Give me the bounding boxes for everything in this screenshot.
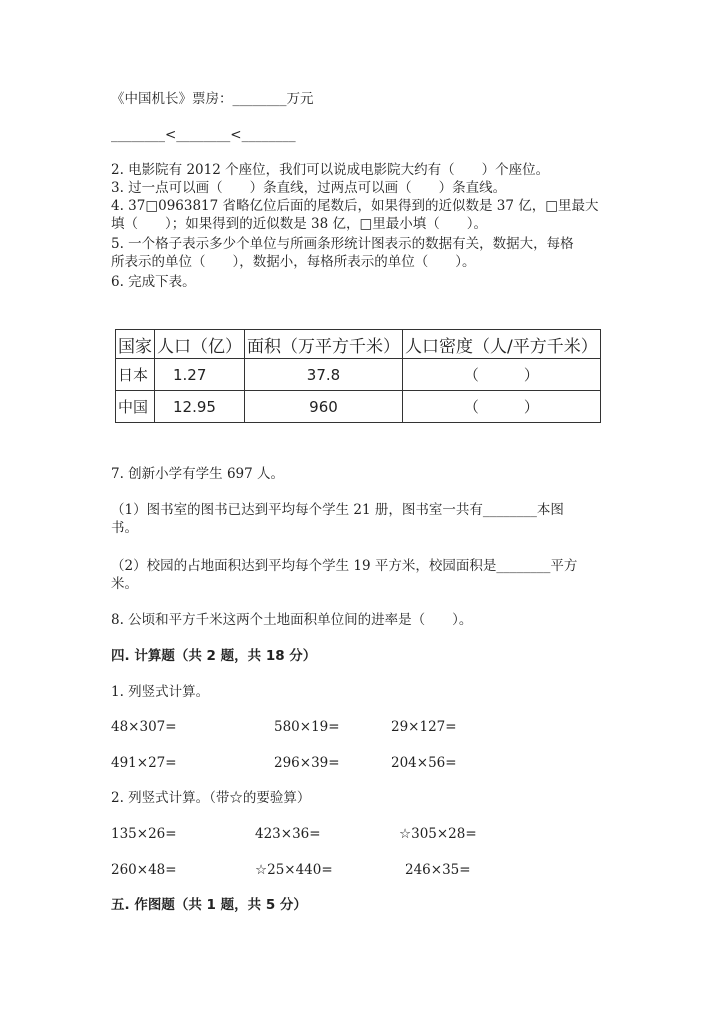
order-fill-line: ________<________<________ [111,127,296,143]
cell-country: 日本 [116,359,155,391]
box-office-fill-line: 《中国机长》票房：________万元 [111,91,314,107]
section-4-heading: 四. 计算题（共 2 题，共 18 分） [111,648,317,664]
question-4-line-2: 填（ ）；如果得到的近似数是 38 亿，□里最小填（ ）。 [111,216,488,232]
header-population: 人口（亿） [155,330,245,359]
calc-problem: 204×56= [391,755,457,771]
question-6: 6. 完成下表。 [111,274,196,290]
question-7-2-line-1: （2）校园的占地面积达到平均每个学生 19 平方米，校园面积是________平方 [111,558,578,574]
calc-2-title: 2. 列竖式计算。（带☆的要验算） [111,790,311,806]
cell-area: 960 [245,391,403,423]
cell-density-blank[interactable]: （ ） [403,391,601,423]
calc-problem: ☆305×28= [399,826,477,842]
question-7-2-line-2: 米。 [111,576,138,592]
header-density: 人口密度（人/平方千米） [403,330,601,359]
header-area: 面积（万平方千米） [245,330,403,359]
question-7: 7. 创新小学有学生 697 人。 [111,466,285,482]
cell-population: 12.95 [155,391,245,423]
table-row [116,391,601,423]
cell-population: 1.27 [155,359,245,391]
question-3: 3. 过一点可以画（ ）条直线，过两点可以画（ ）条直线。 [111,180,507,196]
cell-area: 37.8 [245,359,403,391]
table-header-row [116,330,601,359]
calc-problem: ☆25×440= [255,862,333,878]
question-7-1-line-1: （1）图书室的图书已达到平均每个学生 21 册，图书室一共有________本图 [111,502,564,518]
calc-problem: 491×27= [111,755,177,771]
calc-problem: 296×39= [274,755,340,771]
population-density-table [115,329,601,423]
calc-problem: 29×127= [391,719,457,735]
calc-problem: 246×35= [405,862,471,878]
cell-country: 中国 [116,391,155,423]
question-4-line-1: 4. 37□0963817 省略亿位后面的尾数后，如果得到的近似数是 37 亿，□里最大 [111,198,599,214]
question-2: 2. 电影院有 2012 个座位，我们可以说成电影院大约有（ ）个座位。 [111,162,550,178]
calc-problem: 580×19= [274,719,340,735]
calc-problem: 423×36= [255,826,321,842]
calc-problem: 135×26= [111,826,177,842]
question-7-1-line-2: 书。 [111,520,138,536]
header-country: 国家 [116,330,155,359]
calc-problem: 260×48= [111,862,177,878]
question-8: 8. 公顷和平方千米这两个土地面积单位间的进率是（ ）。 [111,612,473,628]
question-5-line-1: 5. 一个格子表示多少个单位与所画条形统计图表示的数据有关，数据大，每格 [111,236,574,252]
calc-1-title: 1. 列竖式计算。 [111,684,210,700]
calc-problem: 48×307= [111,719,177,735]
question-5-line-2: 所表示的单位（ ），数据小，每格所表示的单位（ ）。 [111,254,476,270]
table-row [116,359,601,391]
section-5-heading: 五. 作图题（共 1 题，共 5 分） [111,897,307,913]
cell-density-blank[interactable]: （ ） [403,359,601,391]
